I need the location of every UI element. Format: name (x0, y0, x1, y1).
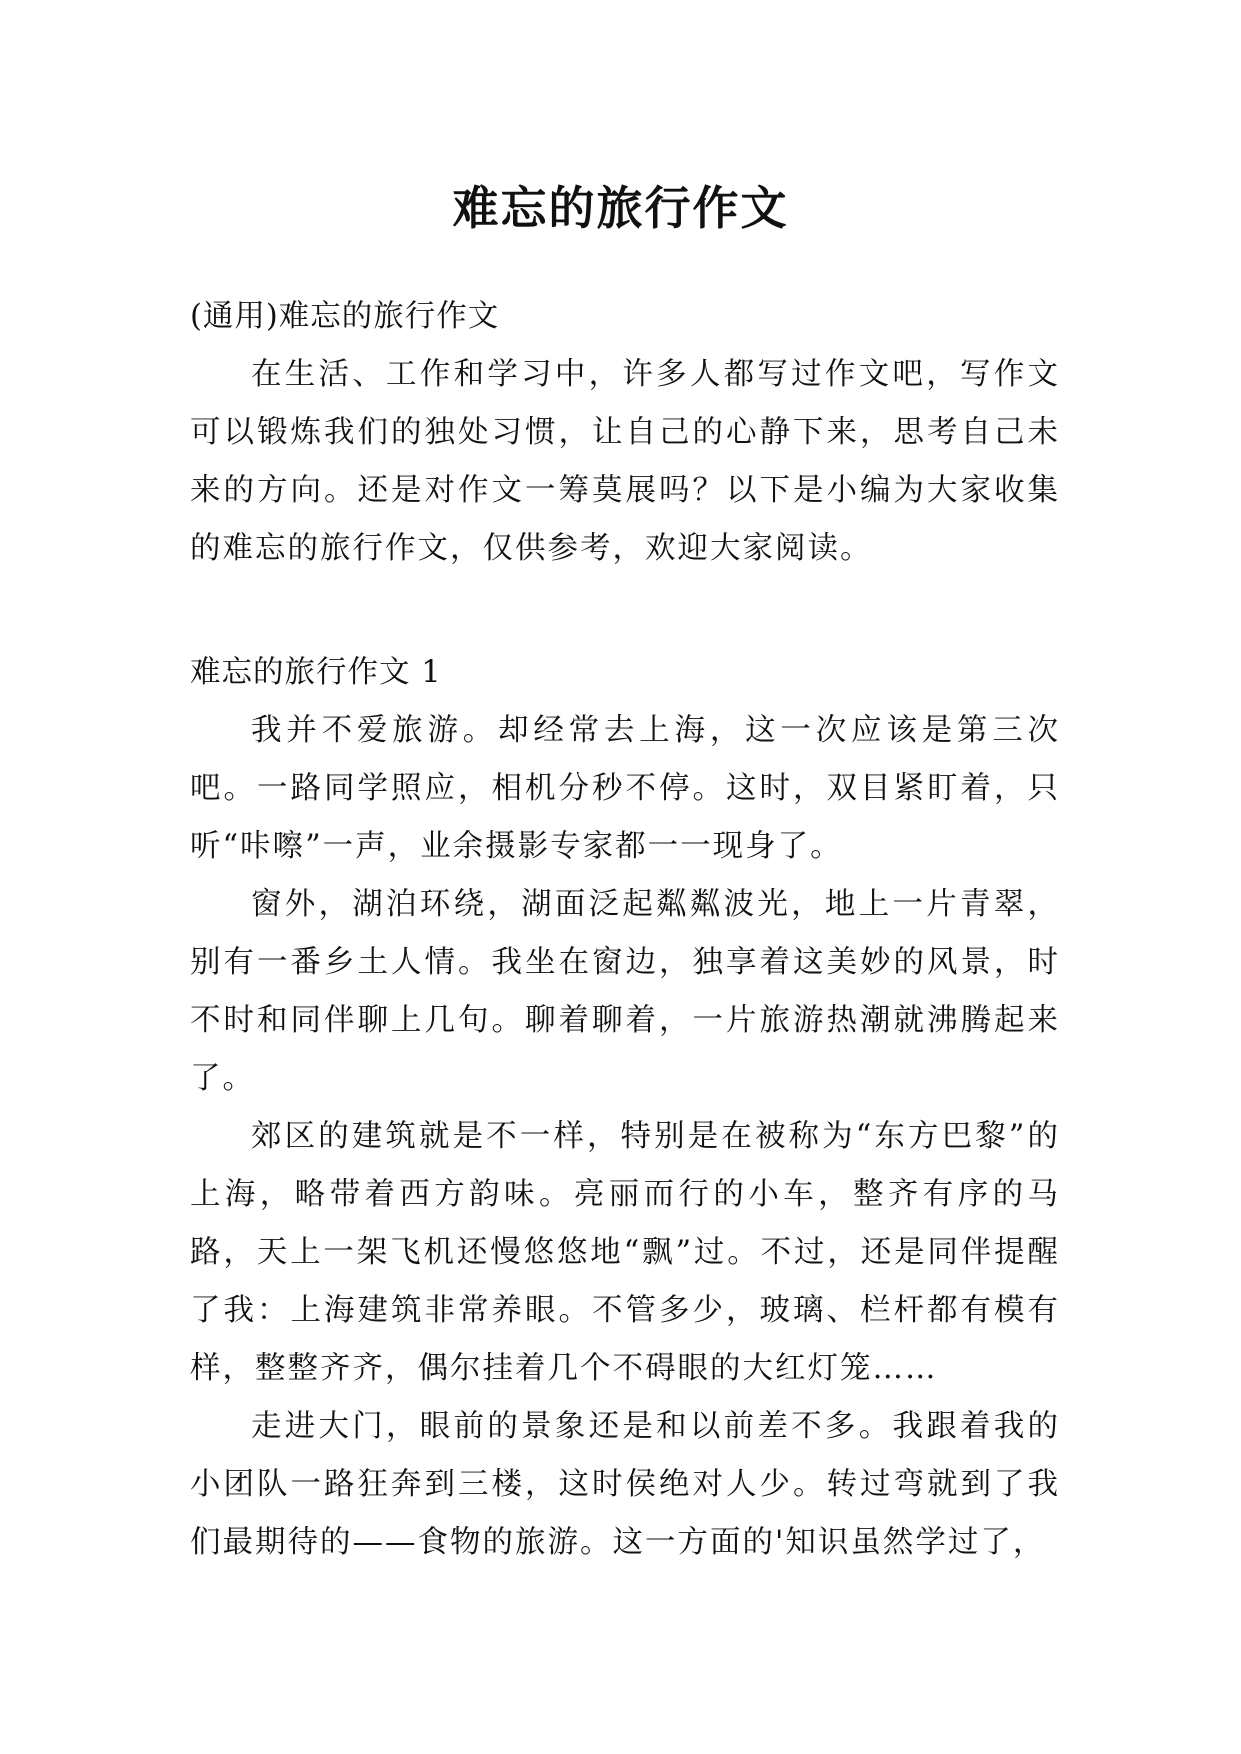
body-paragraph-2: 窗外，湖泊环绕，湖面泛起粼粼波光，地上一片青翠，别有一番乡土人情。我坐在窗边，独享着这美妙的风景，时不时和同伴聊上几句。聊着聊着，一片旅游热潮就沸腾起来了。 (190, 887, 1060, 1096)
body-paragraph-3: 郊区的建筑就是不一样，特别是在被称为“东方巴黎”的上海，略带着西方韵味。亮丽而行的小车，整齐有序的马路，天上一架飞机还慢悠悠地“飘”过。不过，还是同伴提醒了我：上海建筑非常养眼。不管多少，玻璃、栏杆都有模有样，整整齐齐，偶尔挂着几个不碍眼的大红灯笼…… (190, 1119, 1060, 1386)
document-subtitle: (通用)难忘的旅行作文 (190, 299, 500, 334)
body-paragraph-4: 走进大门，眼前的景象还是和以前差不多。我跟着我的小团队一路狂奔到三楼，这时侯绝对人少。转过弯就到了我们最期待的——食物的旅游。这一方面的'知识虽然学过了， (190, 1409, 1060, 1560)
section-title: 难忘的旅行作文 1 (190, 655, 442, 690)
intro-paragraph: 在生活、工作和学习中，许多人都写过作文吧，写作文可以锻炼我们的独处习惯，让自己的心静下来，思考自己未来的方向。还是对作文一筹莫展吗？以下是小编为大家收集的难忘的旅行作文，仅供参考，欢迎大家阅读。 (190, 357, 1060, 566)
document-body (190, 288, 1060, 1572)
body-paragraph-1: 我并不爱旅游。却经常去上海，这一次应该是第三次吧。一路同学照应，相机分秒不停。这时，双目紧盯着，只听“咔嚓”一声，业余摄影专家都一一现身了。 (190, 713, 1060, 864)
document-title: 难忘的旅行作文 (452, 180, 789, 235)
